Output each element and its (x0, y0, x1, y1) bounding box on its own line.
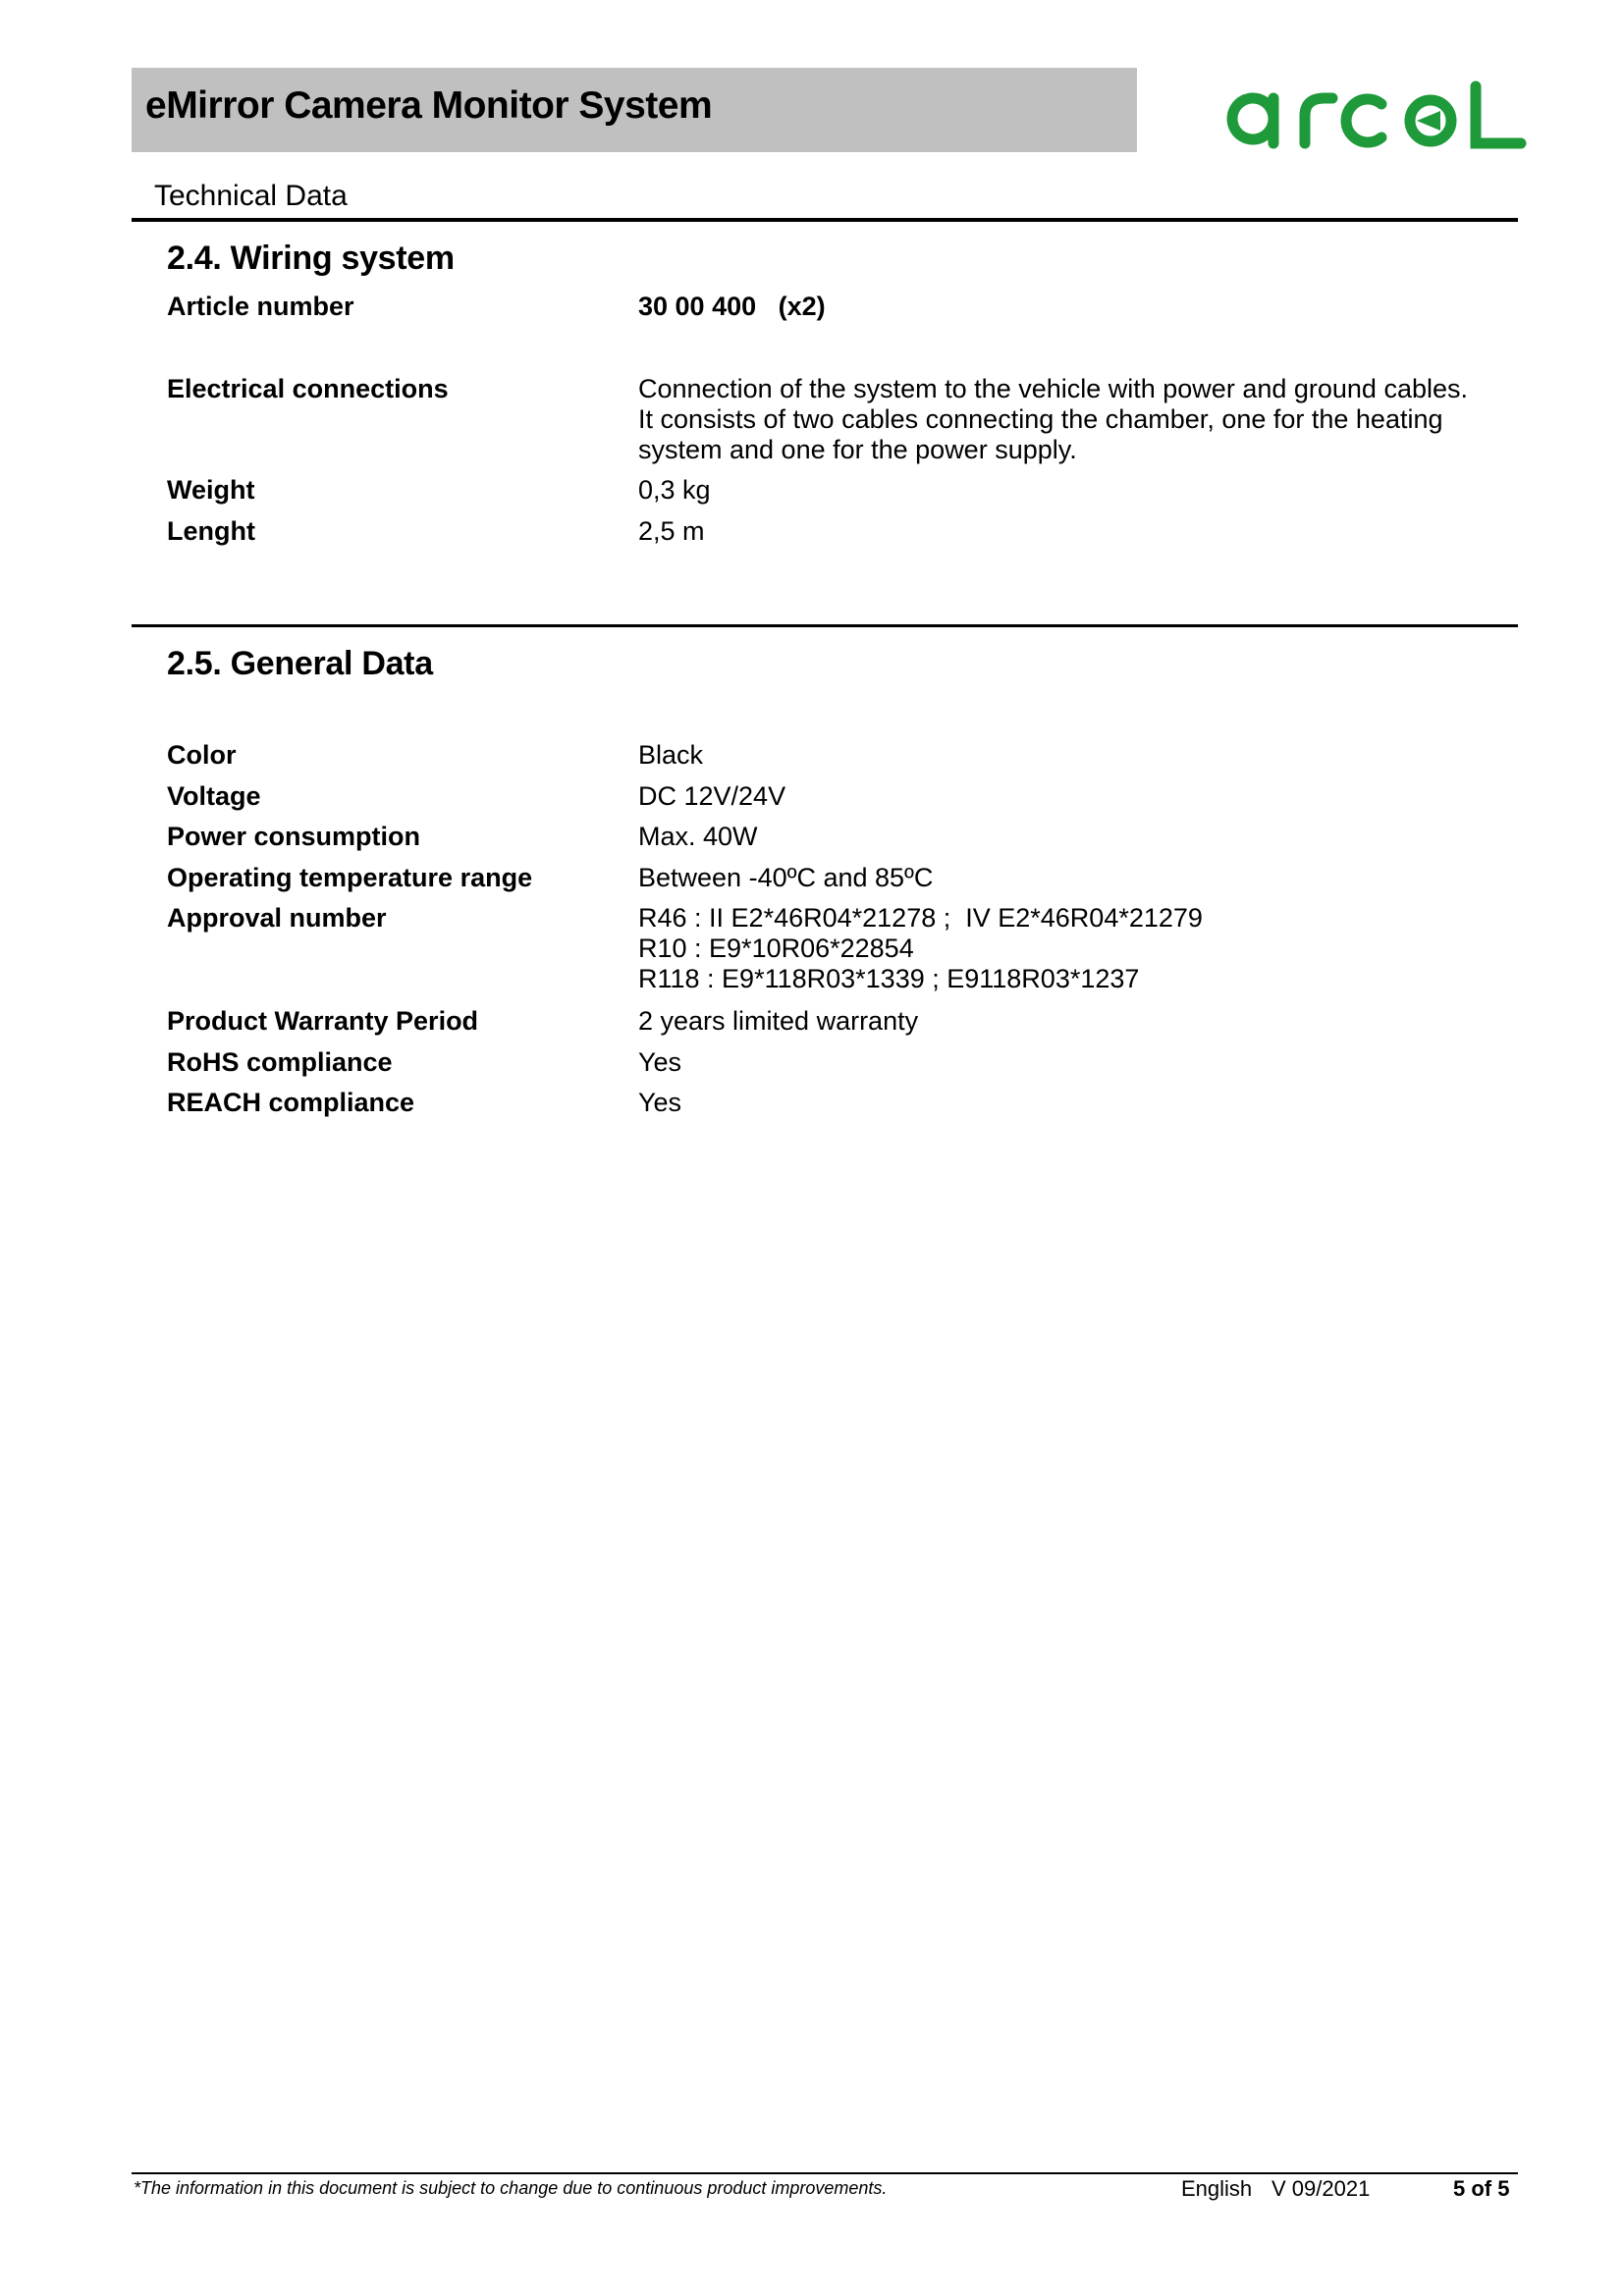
weight-value: 0,3 kg (638, 475, 711, 505)
document-title: eMirror Camera Monitor System (145, 84, 713, 127)
voltage-value: DC 12V/24V (638, 781, 786, 811)
electrical-connections-label: Electrical connections (167, 374, 449, 403)
temperature-range-value: Between -40ºC and 85ºC (638, 863, 934, 892)
color-label: Color (167, 740, 237, 770)
footer-language: English (1181, 2176, 1253, 2201)
rohs-value: Yes (638, 1047, 682, 1077)
power-consumption-value: Max. 40W (638, 822, 758, 851)
approval-number-line-3: R118 : E9*118R03*1339 ; E9118R03*1237 (638, 964, 1140, 993)
footer-page-number: 5 of 5 (1453, 2176, 1510, 2201)
approval-number-label: Approval number (167, 903, 387, 933)
length-value: 2,5 m (638, 516, 705, 546)
footer-version: V 09/2021 (1271, 2176, 1371, 2201)
warranty-label: Product Warranty Period (167, 1006, 479, 1036)
color-value: Black (638, 740, 704, 770)
wiring-section-title: 2.4. Wiring system (167, 240, 455, 277)
electrical-connections-line-3: system and one for the power supply. (638, 435, 1077, 464)
electrical-connections-line-2: It consists of two cables connecting the chamber, one for the heating (638, 404, 1443, 434)
weight-label: Weight (167, 475, 255, 505)
title-banner (132, 68, 1137, 152)
article-number-label: Article number (167, 292, 354, 321)
approval-number-line-1: R46 : II E2*46R04*21278 ; IV E2*46R04*21279 (638, 903, 1203, 933)
length-label: Lenght (167, 516, 255, 546)
footer-disclaimer: *The information in this document is subject to change due to continuous product improvements. (134, 2178, 888, 2198)
header-divider (132, 218, 1518, 222)
reach-label: REACH compliance (167, 1088, 415, 1117)
electrical-connections-line-1: Connection of the system to the vehicle with power and ground cables. (638, 374, 1468, 403)
temperature-range-label: Operating temperature range (167, 863, 533, 892)
rohs-label: RoHS compliance (167, 1047, 393, 1077)
section-subtitle: Technical Data (154, 180, 348, 212)
voltage-label: Voltage (167, 781, 261, 811)
section-divider (132, 624, 1518, 627)
article-number-value: 30 00 400 (x2) (638, 292, 826, 321)
reach-value: Yes (638, 1088, 682, 1117)
approval-number-line-2: R10 : E9*10R06*22854 (638, 934, 914, 963)
power-consumption-label: Power consumption (167, 822, 421, 851)
footer-divider (132, 2172, 1518, 2174)
warranty-value: 2 years limited warranty (638, 1006, 919, 1036)
general-section-title: 2.5. General Data (167, 645, 433, 682)
arcol-logo (1222, 79, 1532, 153)
